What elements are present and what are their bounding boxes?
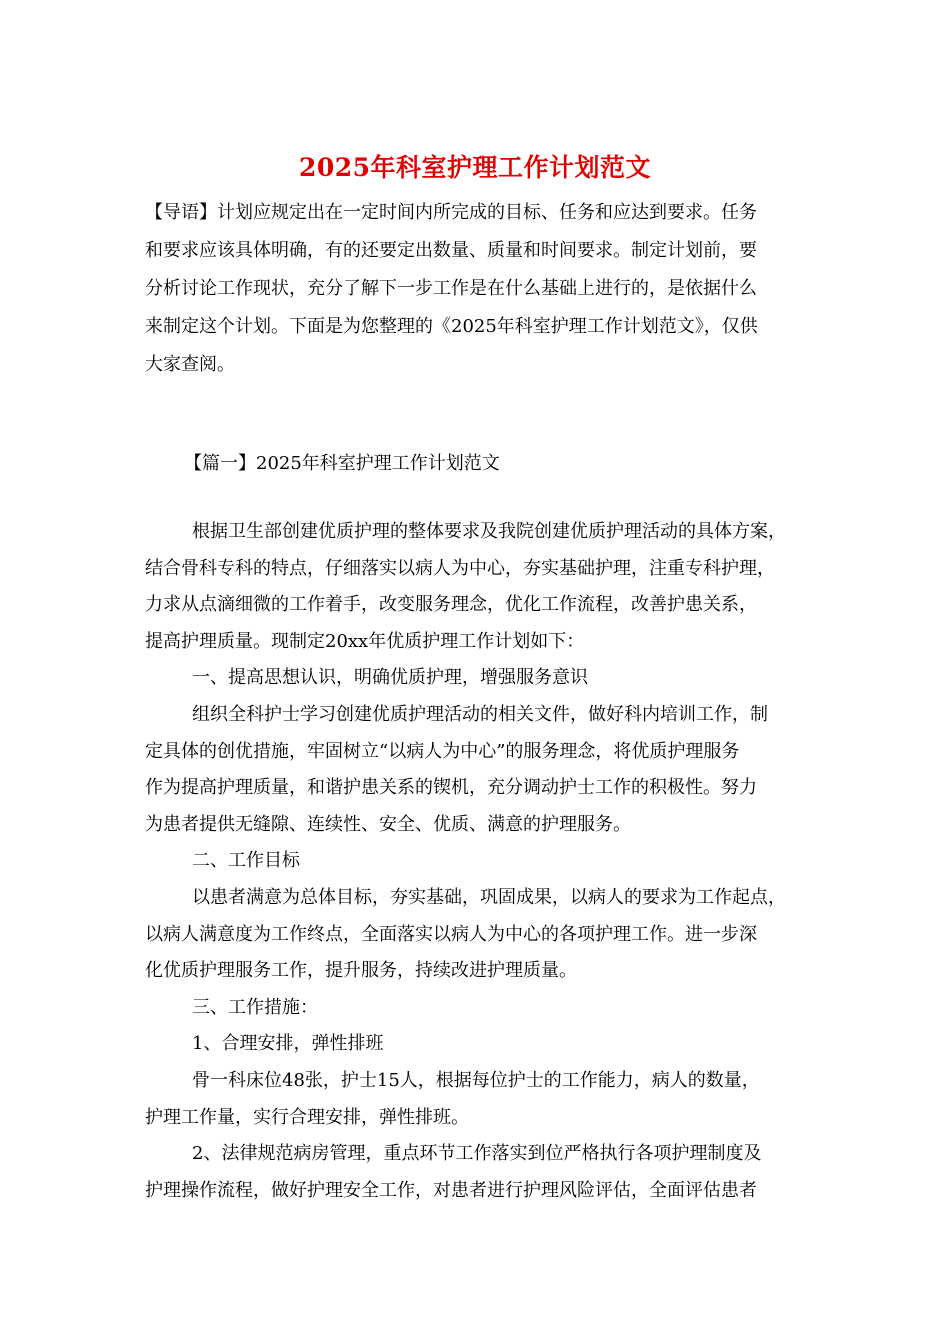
body-line: 以患者满意为总体目标，夯实基础，巩固成果，以病人的要求为工作起点， xyxy=(192,886,786,908)
intro-line: 【导语】计划应规定出在一定时间内所完成的目标、任务和应达到要求。任务 xyxy=(145,202,757,223)
body-line: 骨一科床位48张，护士15人，根据每位护士的工作能力，病人的数量， xyxy=(192,1069,760,1091)
section-heading: 【篇一】2025年科室护理工作计划范文 xyxy=(184,453,500,474)
body-line: 二、工作目标 xyxy=(192,850,300,872)
document-title: 2025年科室护理工作计划范文 xyxy=(298,153,652,182)
intro-line: 大家查阅。 xyxy=(145,354,235,375)
body-line: 三、工作措施： xyxy=(192,996,318,1018)
body-line: 提高护理质量。现制定20xx年优质护理工作计划如下： xyxy=(145,630,585,652)
body-line: 化优质护理服务工作，提升服务，持续改进护理质量。 xyxy=(145,960,577,982)
body-line: 以病人满意度为工作终点，全面落实以病人为中心的各项护理工作。进一步深 xyxy=(145,923,757,945)
body-line: 组织全科护士学习创建优质护理活动的相关文件，做好科内培训工作，制 xyxy=(192,703,768,725)
intro-line: 来制定这个计划。下面是为您整理的《2025年科室护理工作计划范文》，仅供 xyxy=(145,316,758,337)
body-text xyxy=(145,514,835,1209)
intro-paragraph xyxy=(145,194,805,384)
body-line: 为患者提供无缝隙、连续性、安全、优质、满意的护理服务。 xyxy=(145,813,631,835)
body-line: 结合骨科专科的特点，仔细落实以病人为中心，夯实基础护理，注重专科护理， xyxy=(145,557,775,579)
intro-line: 和要求应该具体明确，有的还要定出数量、质量和时间要求。制定计划前，要 xyxy=(145,240,757,261)
body-line: 作为提高护理质量，和谐护患关系的锲机，充分调动护士工作的积极性。努力 xyxy=(145,777,757,799)
intro-line: 分析讨论工作现状，充分了解下一步工作是在什么基础上进行的，是依据什么 xyxy=(145,278,757,299)
body-line: 护理工作量，实行合理安排，弹性排班。 xyxy=(145,1106,469,1128)
body-line: 1、合理安排，弹性排班 xyxy=(192,1033,384,1055)
body-line: 一、提高思想认识，明确优质护理，增强服务意识 xyxy=(192,667,588,689)
body-line: 定具体的创优措施，牢固树立“以病人为中心”的服务理念，将优质护理服务 xyxy=(145,740,740,762)
body-line: 护理操作流程，做好护理安全工作，对患者进行护理风险评估，全面评估患者 xyxy=(145,1179,757,1201)
body-line: 根据卫生部创建优质护理的整体要求及我院创建优质护理活动的具体方案， xyxy=(192,521,786,542)
body-line: 2、法律规范病房管理，重点环节工作落实到位严格执行各项护理制度及 xyxy=(192,1143,762,1165)
body-line: 力求从点滴细微的工作着手，改变服务理念，优化工作流程，改善护患关系， xyxy=(145,594,757,616)
